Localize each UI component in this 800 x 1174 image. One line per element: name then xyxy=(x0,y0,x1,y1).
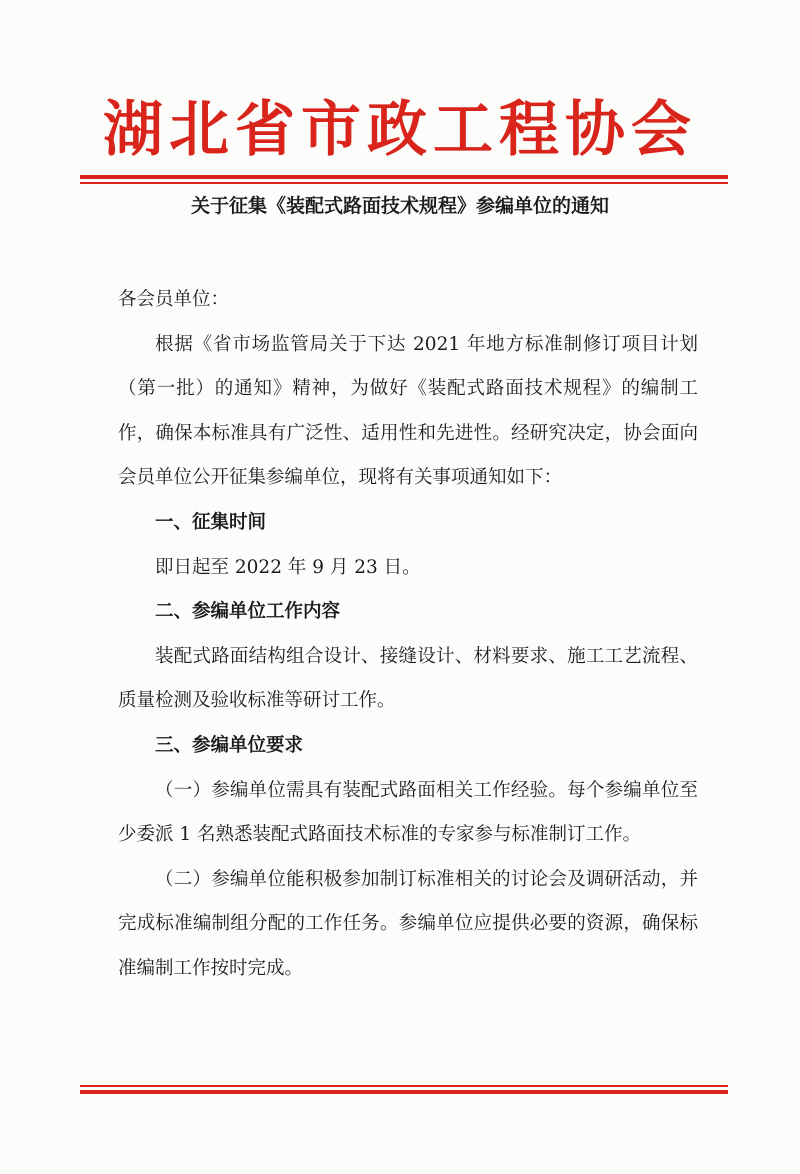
footer-rule-thick xyxy=(80,1090,728,1094)
requirement-2: （二）参编单位能积极参加制订标准相关的讨论会及调研活动，并完成标准编制组分配的工作任务。参编单位应提供必要的资源，确保标准编制工作按时完成。 xyxy=(118,868,698,979)
notice-title: 关于征集《装配式路面技术规程》参编单位的通知 xyxy=(190,195,609,217)
intro-paragraph: 根据《省市场监管局关于下达 2021 年地方标准制修订项目计划（第一批）的通知》精神，为做好《装配式路面技术规程》的编制工作，确保本标准具有广泛性、适用性和先进性。经研究决定，协会面向会员单位公开征集参编单位，现将有关事项通知如下： xyxy=(118,333,698,489)
section-text-time: 即日起至 2022 年 9 月 23 日。 xyxy=(155,556,421,578)
requirement-1: （一）参编单位需具有装配式路面相关工作经验。每个参编单位至少委派 1 名熟悉装配式路面技术标准的专家参与标准制订工作。 xyxy=(118,779,698,846)
footer-rule-thin xyxy=(80,1085,728,1087)
section-heading-time: 一、征集时间 xyxy=(155,511,267,533)
section-text-work: 装配式路面结构组合设计、接缝设计、材料要求、施工工艺流程、质量检测及验收标准等研讨工作。 xyxy=(118,645,698,712)
section-heading-work: 二、参编单位工作内容 xyxy=(155,601,341,623)
section-heading-requirements: 三、参编单位要求 xyxy=(155,734,304,756)
org-letterhead-title: 湖北省市政工程协会 xyxy=(103,95,697,165)
letterhead-rule-thin xyxy=(80,182,728,184)
letterhead-rule-thick xyxy=(80,175,728,179)
salutation: 各会员单位： xyxy=(118,289,230,310)
notice-body xyxy=(118,278,698,992)
